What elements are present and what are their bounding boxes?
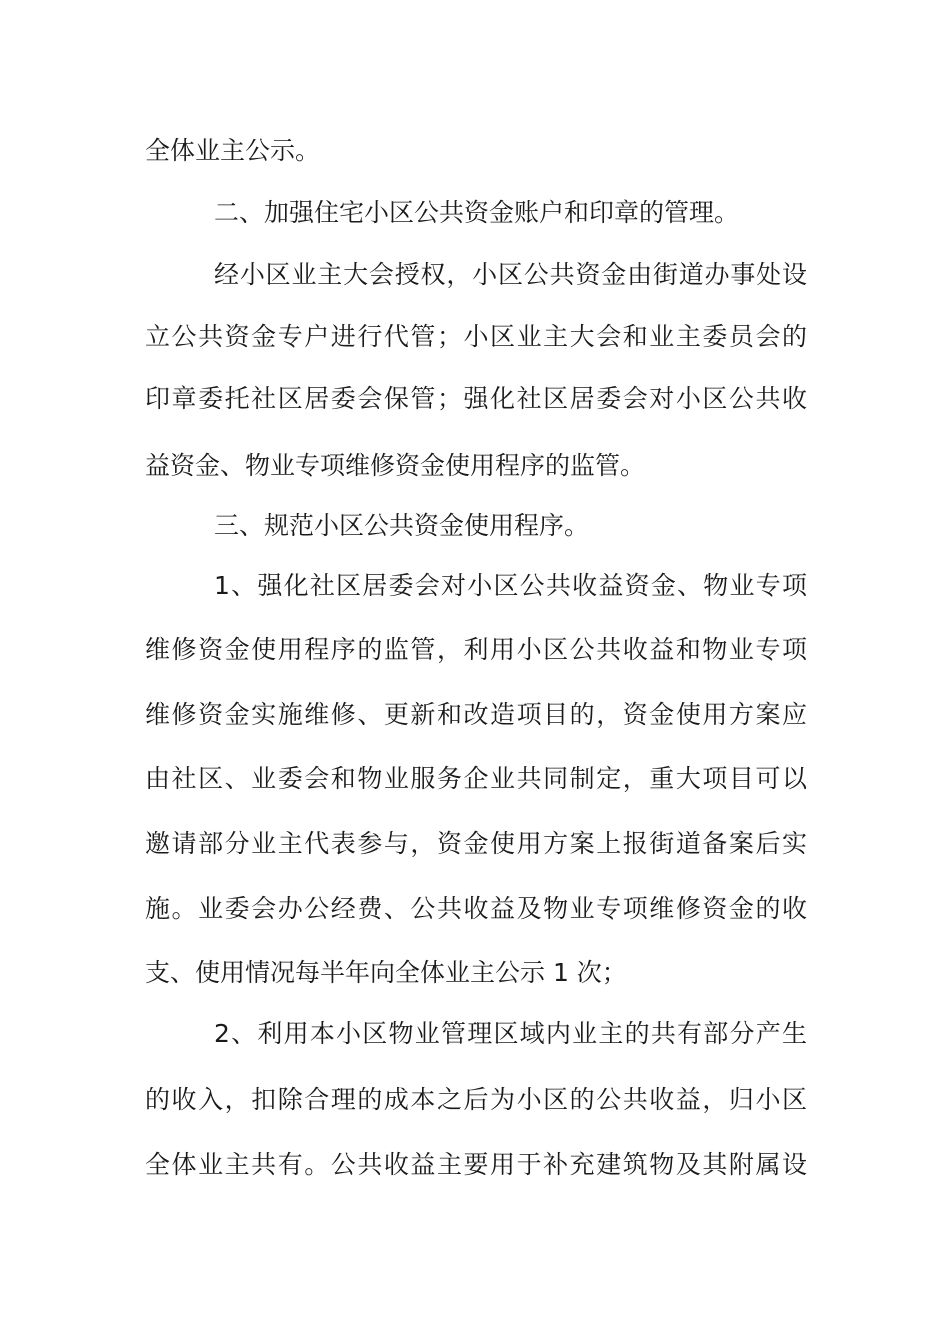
text-line: 经小区业主大会授权，小区公共资金由街道办事处设 — [214, 260, 807, 289]
text-line: 全体业主共有。公共收益主要用于补充建筑物及其附属设 — [145, 1150, 807, 1179]
text-line: 由社区、业委会和物业服务企业共同制定，重大项目可以 — [145, 764, 807, 793]
text-line: 全体业主公示。 — [145, 136, 321, 165]
section-heading: 二、加强住宅小区公共资金账户和印章的管理。 — [214, 198, 740, 227]
text-line: 益资金、物业专项维修资金使用程序的监管。 — [145, 451, 646, 480]
text-line: 施。业委会办公经费、公共收益及物业专项维修资金的收 — [145, 894, 807, 923]
text-line: 印章委托社区居委会保管；强化社区居委会对小区公共收 — [145, 384, 807, 413]
text-line: 邀请部分业主代表参与，资金使用方案上报街道备案后实 — [145, 829, 807, 858]
section-heading: 三、规范小区公共资金使用程序。 — [214, 511, 590, 540]
text-line: 维修资金使用程序的监管，利用小区公共收益和物业专项 — [145, 635, 807, 664]
text-line: 2、利用本小区物业管理区域内业主的共有部分产生 — [214, 1019, 807, 1048]
text-line: 维修资金实施维修、更新和改造项目的，资金使用方案应 — [145, 700, 807, 729]
text-line: 的收入，扣除合理的成本之后为小区的公共收益，归小区 — [145, 1085, 807, 1114]
text-line: 立公共资金专户进行代管；小区业主大会和业主委员会的 — [145, 322, 807, 351]
text-line: 1、强化社区居委会对小区公共收益资金、物业专项 — [214, 571, 807, 600]
text-line: 支、使用情况每半年向全体业主公示 1 次； — [145, 958, 627, 987]
